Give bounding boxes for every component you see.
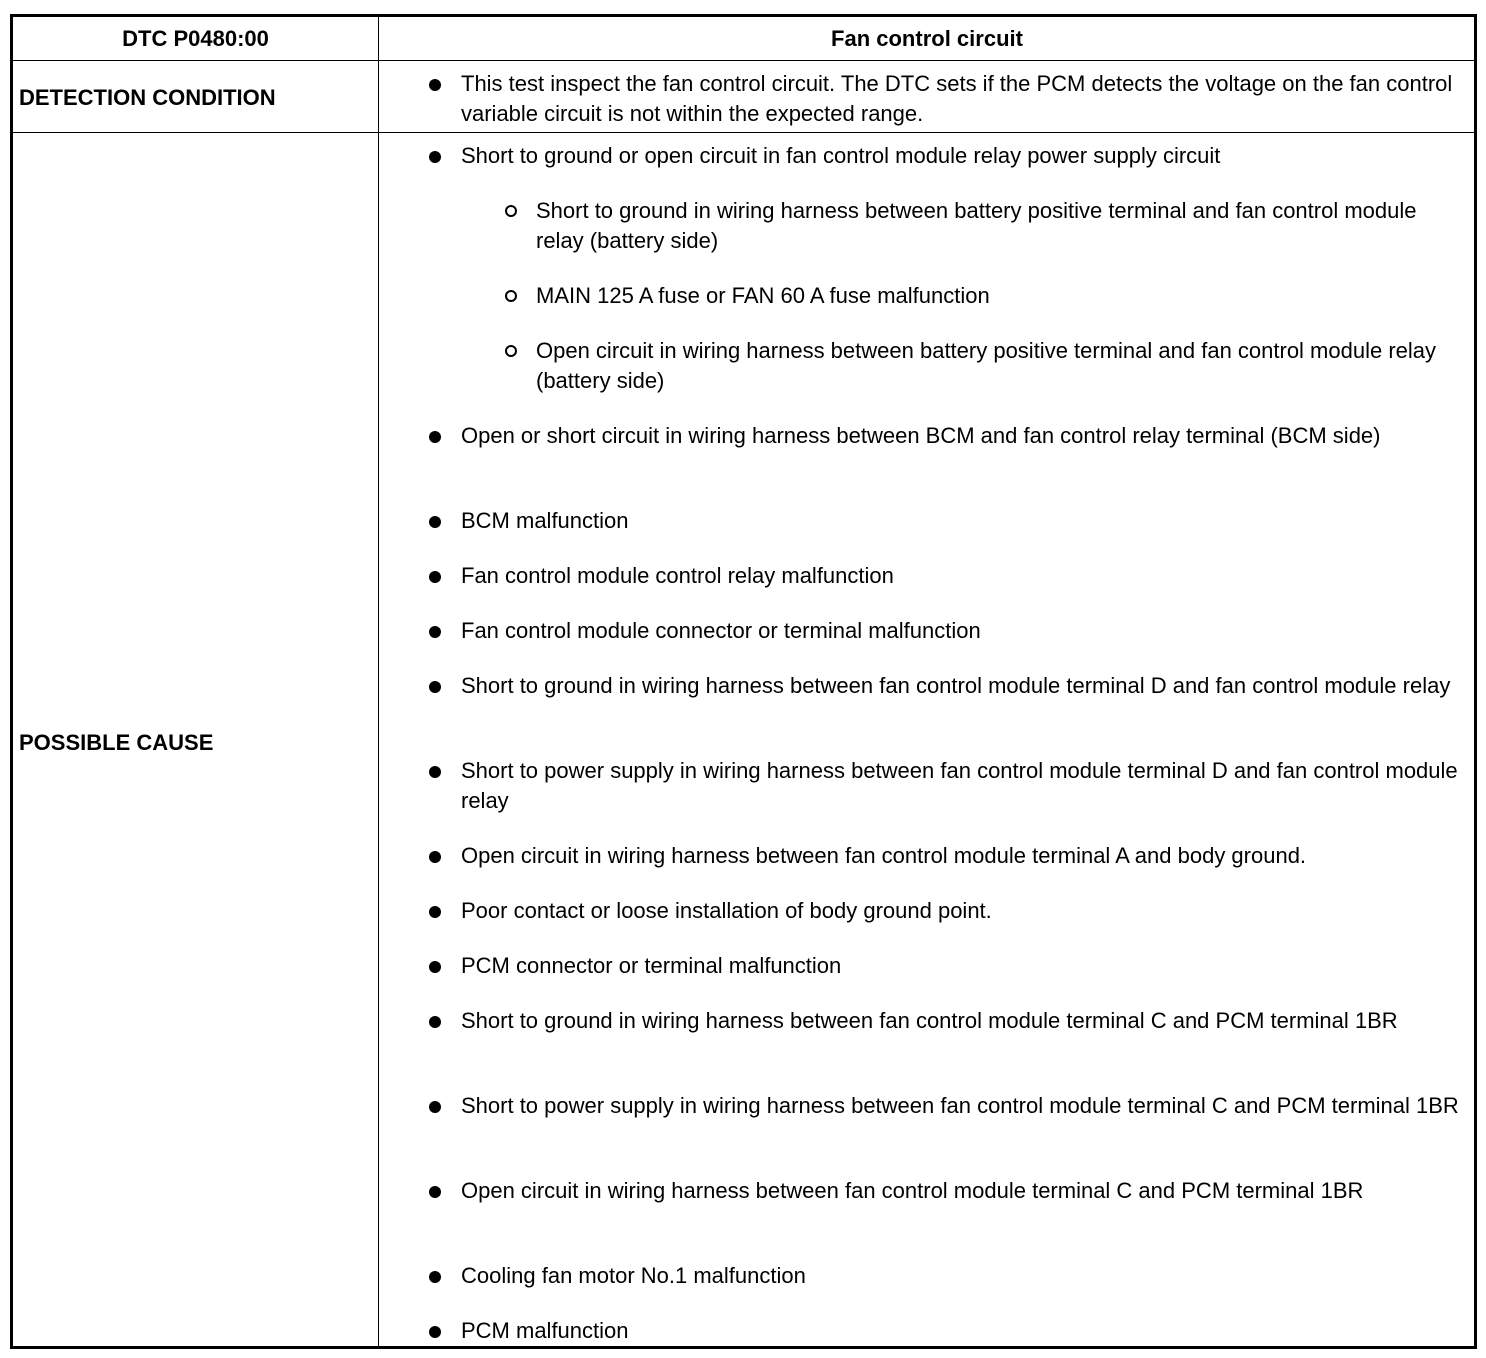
row-divider-detection (13, 132, 1474, 133)
cause-item-text: Fan control module connector or terminal malfunction (461, 618, 981, 643)
hollow-bullet-icon (505, 290, 517, 302)
dtc-title: Fan control circuit (831, 26, 1023, 51)
cause-sub-item-text: Open circuit in wiring harness between battery positive terminal and fan control module relay (battery side) (536, 338, 1437, 393)
bullet-icon (429, 681, 441, 693)
hollow-bullet-icon (505, 345, 517, 357)
cause-item-text: Open or short circuit in wiring harness between BCM and fan control relay terminal (BCM side) (461, 423, 1381, 448)
cause-sub-item-text: Short to ground in wiring harness between battery positive terminal and fan control module relay (battery side) (536, 198, 1417, 253)
detection-item-text: This test inspect the fan control circuit. The DTC sets if the PCM detects the voltage on the fan control variable circuit is not within the expected range. (461, 71, 1453, 126)
bullet-icon (429, 1186, 441, 1198)
dtc-code: DTC P0480:00 (122, 26, 269, 51)
bullet-icon (429, 79, 441, 91)
cause-item-text: Short to ground or open circuit in fan control module relay power supply circuit (461, 143, 1221, 168)
cause-item-text: Short to power supply in wiring harness between fan control module terminal D and fan control module relay (461, 758, 1458, 813)
bullet-icon (429, 151, 441, 163)
bullet-icon (429, 1326, 441, 1338)
bullet-icon (429, 431, 441, 443)
row-divider-header (13, 60, 1474, 61)
cause-item-text: Poor contact or loose installation of body ground point. (461, 898, 992, 923)
column-divider (378, 17, 379, 1346)
bullet-icon (429, 516, 441, 528)
cause-item-text: PCM connector or terminal malfunction (461, 953, 842, 978)
bullet-icon (429, 766, 441, 778)
bullet-icon (429, 1101, 441, 1113)
cause-item-text: BCM malfunction (461, 508, 629, 533)
bullet-icon (429, 1016, 441, 1028)
bullet-icon (429, 571, 441, 583)
cause-item-text: Cooling fan motor No.1 malfunction (461, 1263, 806, 1288)
possible-cause-label: POSSIBLE CAUSE (19, 730, 214, 755)
bullet-icon (429, 906, 441, 918)
bullet-icon (429, 626, 441, 638)
cause-item-text: Short to ground in wiring harness between fan control module terminal C and PCM terminal 1BR (461, 1008, 1398, 1033)
cause-sub-item-text: MAIN 125 A fuse or FAN 60 A fuse malfunction (536, 283, 990, 308)
hollow-bullet-icon (505, 205, 517, 217)
dtc-table (10, 14, 1477, 1349)
detection-condition-label: DETECTION CONDITION (19, 85, 276, 110)
cause-item-text: Short to ground in wiring harness between fan control module terminal D and fan control module relay (461, 673, 1451, 698)
cause-item-text: Open circuit in wiring harness between fan control module terminal C and PCM terminal 1BR (461, 1178, 1364, 1203)
cause-item-text: Open circuit in wiring harness between fan control module terminal A and body ground. (461, 843, 1307, 868)
bullet-icon (429, 1271, 441, 1283)
cause-item-text: Short to power supply in wiring harness between fan control module terminal C and PCM terminal 1BR (461, 1093, 1459, 1118)
bullet-icon (429, 851, 441, 863)
cause-item-text: PCM malfunction (461, 1318, 629, 1343)
bullet-icon (429, 961, 441, 973)
cause-item-text: Fan control module control relay malfunction (461, 563, 894, 588)
